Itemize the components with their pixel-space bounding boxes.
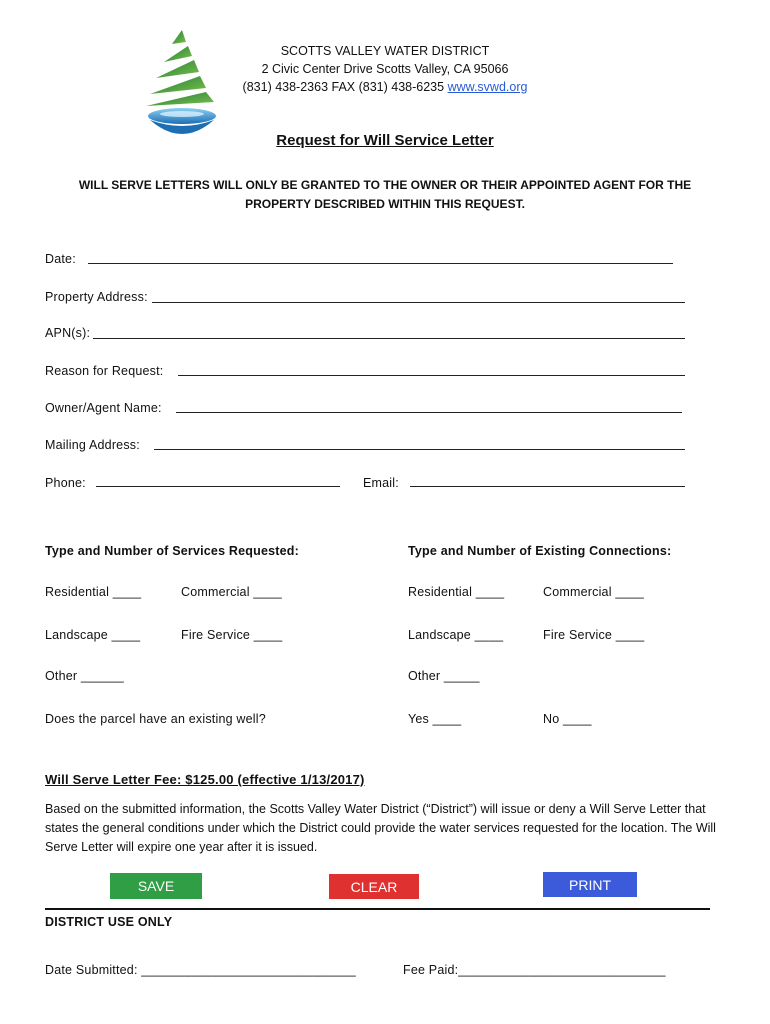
date-field[interactable] [88,263,673,264]
email-label: Email: [363,476,399,490]
existing-landscape[interactable]: Landscape ____ [408,628,504,642]
form-title: Request for Will Service Letter [276,132,494,149]
section-divider [45,908,710,910]
phone-field[interactable] [96,486,340,487]
requested-residential[interactable]: Residential ____ [45,585,142,599]
email-field[interactable] [410,486,685,487]
well-no[interactable]: No ____ [543,712,592,726]
requested-landscape[interactable]: Landscape ____ [45,628,141,642]
fee-heading: Will Serve Letter Fee: $125.00 (effective 1/13/2017) [45,772,365,787]
district-address: 2 Civic Center Drive Scotts Valley, CA 95066 [261,62,509,76]
fee-description: Based on the submitted information, the Scotts Valley Water District (“District”) will issue or deny a Will Serve Letter that states the general conditions under which the District could provide the water services requested for the location. The Will Serve Letter will expire one year after it is issued. [45,802,716,854]
owner-agent-field[interactable] [176,412,682,413]
reason-label: Reason for Request: [45,364,164,378]
apn-label: APN(s): [45,326,91,340]
well-yes[interactable]: Yes ____ [408,712,462,726]
requested-fire-service[interactable]: Fire Service ____ [181,628,283,642]
date-label: Date: [45,252,76,266]
date-submitted-field[interactable]: Date Submitted: ______________________________ [45,963,356,977]
fee-paid-field[interactable]: Fee Paid:_____________________________ [403,963,666,977]
phone-label: Phone: [45,476,86,490]
phone-fax: (831) 438-2363 FAX (831) 438-6235 [242,80,445,94]
district-contact [150,78,620,96]
mailing-address-label: Mailing Address: [45,438,140,452]
existing-well-question: Does the parcel have an existing well? [45,712,266,726]
save-button[interactable]: SAVE [110,873,202,899]
website-link[interactable]: www.svwd.org [447,80,528,94]
reason-field[interactable] [178,375,685,376]
requested-other[interactable]: Other ______ [45,669,124,683]
existing-other[interactable]: Other _____ [408,669,480,683]
owner-agent-label: Owner/Agent Name: [45,401,162,415]
owner-notice: WILL SERVE LETTERS WILL ONLY BE GRANTED TO THE OWNER OR THEIR APPOINTED AGENT FOR THE PROPERTY DESCRIBED WITHIN THIS REQUEST. [78,178,692,211]
print-button[interactable]: PRINT [543,872,637,897]
services-requested-heading: Type and Number of Services Requested: [45,544,299,558]
property-address-label: Property Address: [45,290,148,304]
existing-fire-service[interactable]: Fire Service ____ [543,628,645,642]
district-name: SCOTTS VALLEY WATER DISTRICT [280,44,490,58]
existing-residential[interactable]: Residential ____ [408,585,505,599]
mailing-address-field[interactable] [154,449,685,450]
property-address-field[interactable] [152,302,685,303]
apn-field[interactable] [93,338,685,339]
existing-connections-heading: Type and Number of Existing Connections: [408,544,672,558]
requested-commercial[interactable]: Commercial ____ [181,585,282,599]
clear-button[interactable]: CLEAR [329,874,419,899]
district-use-heading: DISTRICT USE ONLY [45,915,173,929]
existing-commercial[interactable]: Commercial ____ [543,585,644,599]
